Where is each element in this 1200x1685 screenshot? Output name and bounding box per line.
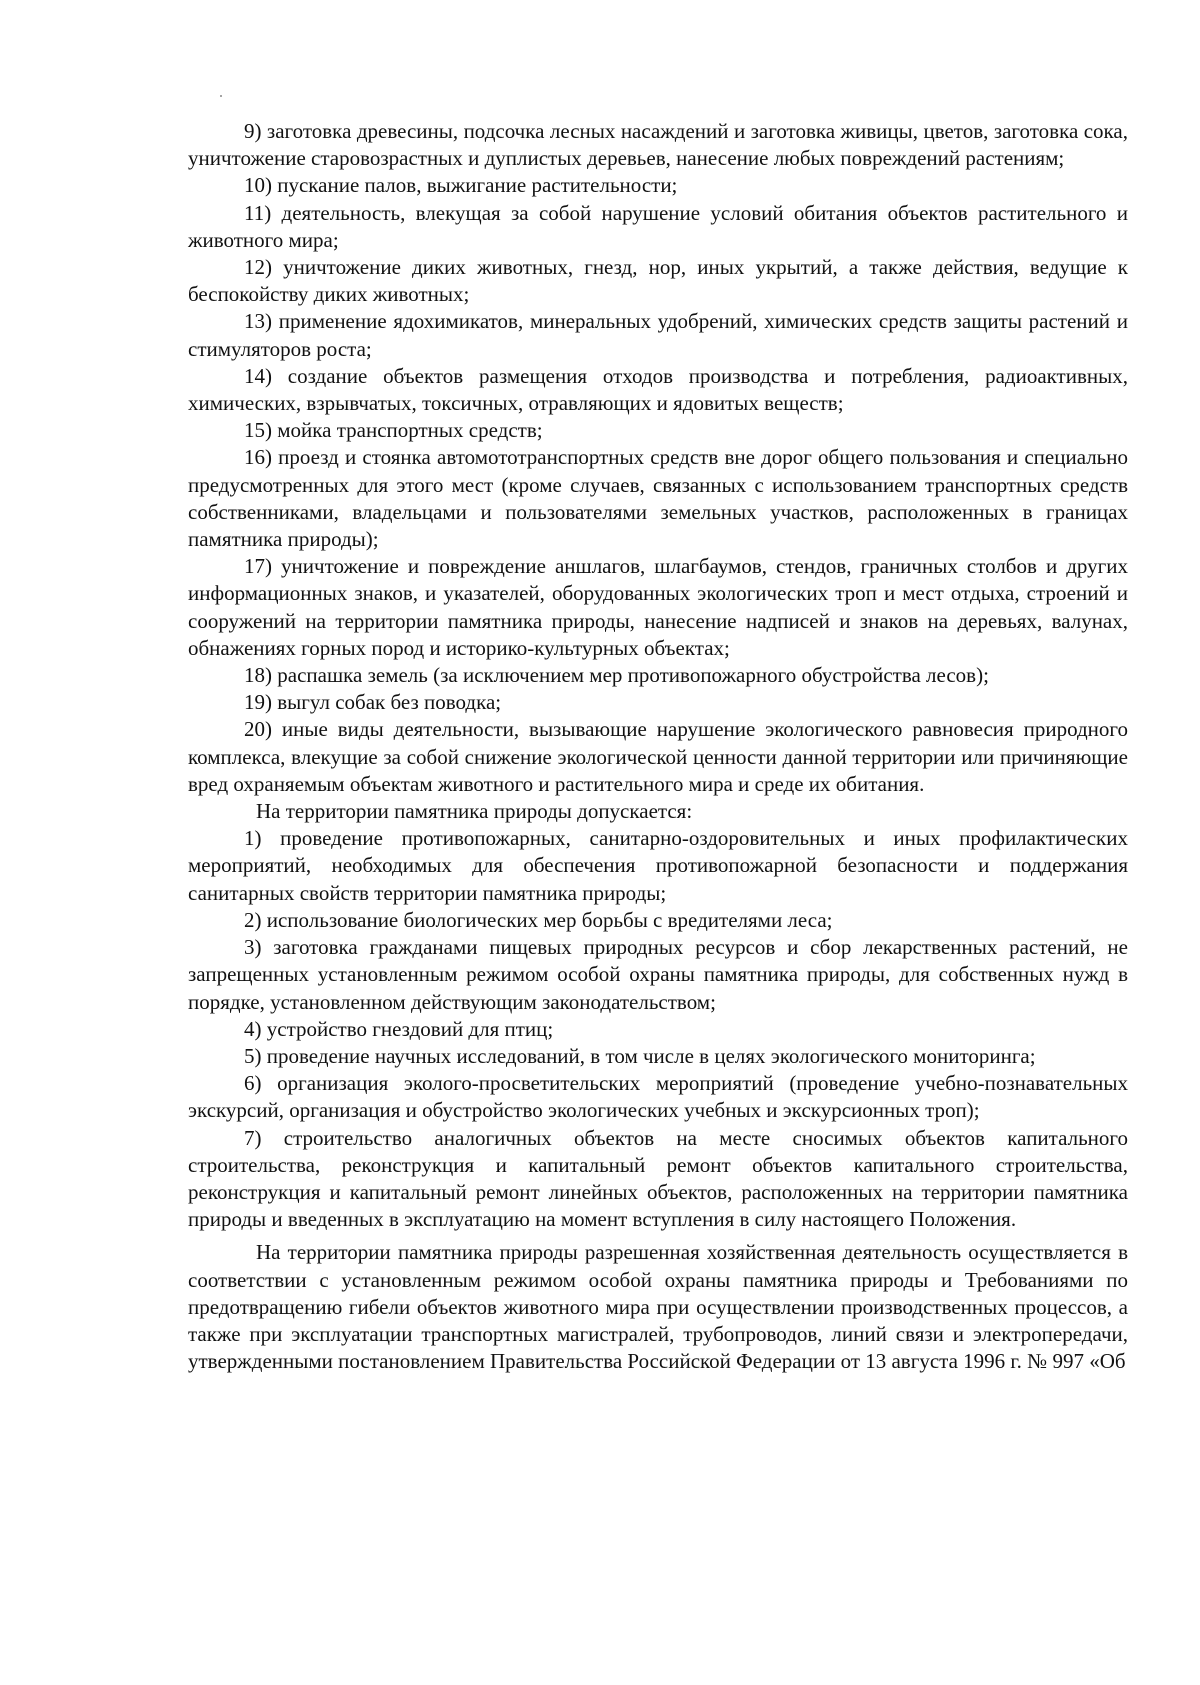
item-prohibited-14: 14) создание объектов размещения отходов производства и потребления, радиоактивных, химических, взрывчатых, токсичных, отравляющих и ядовитых веществ; [188,363,1128,416]
item-prohibited-12: 12) уничтожение диких животных, гнезд, нор, иных укрытий, а также действия, ведущие к беспокойству диких животных; [188,255,1128,307]
document-body [188,118,1128,1375]
item-allowed-7: 7) строительство аналогичных объектов на месте сносимых объектов капитального строительства, реконструкция и капитальный ремонт объектов капитального строительства, реконструкция и капитальный ремонт линейных объектов, расположенных на территории памятника природы и введенных в эксплуатацию на момент вступления в силу настоящего Положения. [188,1125,1128,1232]
item-prohibited-15: 15) мойка транспортных средств; [244,418,543,443]
item-allowed-1: 1) проведение противопожарных, санитарно-оздоровительных и иных профилактических мероприятий, необходимых для обеспечения противопожарной безопасности и поддержания санитарных свойств территории памятника природы; [188,826,1128,905]
item-prohibited-11: 11) деятельность, влекущая за собой нарушение условий обитания объектов растительного и животного мира; [188,200,1128,252]
item-allowed-2: 2) использование биологических мер борьбы с вредителями леса; [244,907,833,932]
item-prohibited-19: 19) выгул собак без поводка; [244,690,502,715]
item-prohibited-18: 18) распашка земель (за исключением мер противопожарного обустройства лесов); [244,663,989,688]
item-allowed-3: 3) заготовка гражданами пищевых природных ресурсов и сбор лекарственных растений, не запрещенных установленным режимом особой охраны памятника природы, для собственных нужд в порядке, установленном действующим законодательством; [188,935,1128,1014]
allowed-heading: На территории памятника природы допускается: [256,799,693,824]
item-allowed-4: 4) устройство гнездовий для птиц; [244,1016,554,1041]
item-prohibited-17: 17) уничтожение и повреждение аншлагов, шлагбаумов, стендов, граничных столбов и других информационных знаков, и указателей, оборудованных экологических троп и мест отдыха, строений и сооружений на территории памятника природы, нанесение надписей и знаков на деревьях, валунах, обнажениях горных пород и историко-культурных объектах; [188,554,1128,660]
item-prohibited-9: 9) заготовка древесины, подсочка лесных насаждений и заготовка живицы, цветов, заготовка сока, уничтожение старовозрастных и дуплистых деревьев, нанесение любых повреждений растениям; [188,119,1128,171]
item-prohibited-10: 10) пускание палов, выжигание растительности; [244,173,678,198]
item-allowed-6: 6) организация эколого-просветительских мероприятий (проведение учебно-познавательных экскурсий, организация и обустройство экологических учебных и экскурсионных троп); [188,1071,1128,1123]
item-allowed-5: 5) проведение научных исследований, в том числе в целях экологического мониторинга; [244,1043,1036,1068]
item-prohibited-16: 16) проезд и стоянка автомототранспортных средств вне дорог общего пользования и специально предусмотренных для этого мест (кроме случаев, связанных с использованием транспортных средств собственниками, владельцами и пользователями земельных участков, расположенных в границах памятника природы); [188,445,1128,552]
item-prohibited-13: 13) применение ядохимикатов, минеральных удобрений, химических средств защиты растений и стимуляторов роста; [188,309,1128,361]
item-prohibited-20: 20) иные виды деятельности, вызывающие нарушение экологического равновесия природного комплекса, влекущие за собой снижение экологической ценности данной территории или причиняющие вред охраняемым объектам животного и растительного мира и среде их обитания. [188,717,1128,796]
economic-activity-paragraph: На территории памятника природы разрешенная хозяйственная деятельность осуществляется в соответствии с установленным режимом особой охраны памятника природы и Требованиями по предотвращению гибели объектов животного мира при осуществлении производственных процессов, а также при эксплуатации транспортных магистралей, трубопроводов, линий связи и электропередачи, утвержденными постановлением Правительства Российской Федерации от 13 августа 1996 г. № 997 «Об [188,1240,1128,1374]
scan-speck [220,95,222,97]
